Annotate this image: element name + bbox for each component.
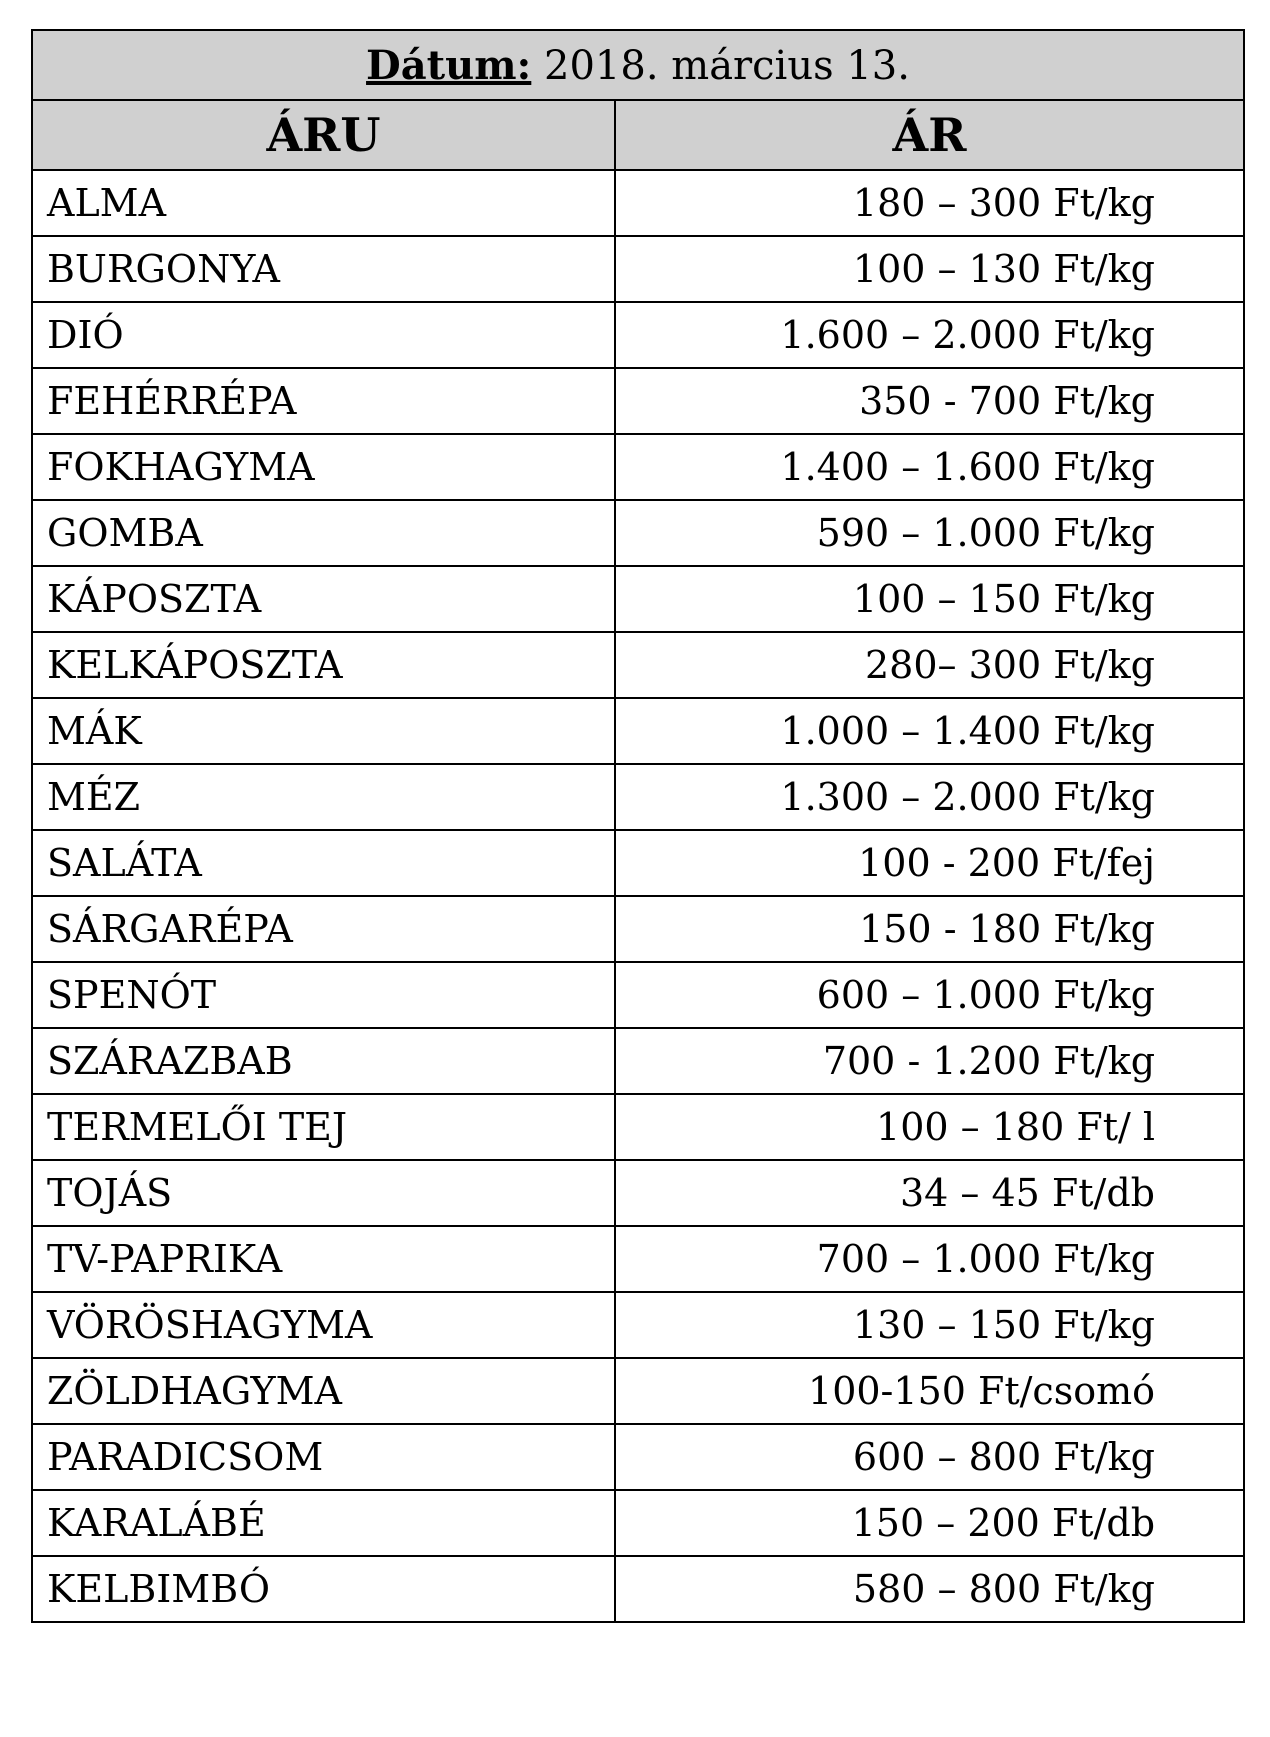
table-row — [32, 962, 1244, 1028]
table-row — [32, 236, 1244, 302]
date-cell — [32, 30, 1244, 100]
item-name-cell: KELKÁPOSZTA — [32, 632, 615, 698]
item-name-cell: TERMELŐI TEJ — [32, 1094, 615, 1160]
item-price-cell: 150 - 180 Ft/kg — [615, 896, 1244, 962]
item-price-cell: 100 – 180 Ft/ l — [615, 1094, 1244, 1160]
item-name-cell: VÖRÖSHAGYMA — [32, 1292, 615, 1358]
item-name-cell: GOMBA — [32, 500, 615, 566]
table-row — [32, 830, 1244, 896]
item-name-cell: KELBIMBÓ — [32, 1556, 615, 1622]
item-name-cell: TOJÁS — [32, 1160, 615, 1226]
item-price-cell: 600 – 800 Ft/kg — [615, 1424, 1244, 1490]
item-name-cell: PARADICSOM — [32, 1424, 615, 1490]
item-price-cell: 1.300 – 2.000 Ft/kg — [615, 764, 1244, 830]
item-name-cell: FOKHAGYMA — [32, 434, 615, 500]
price-table — [31, 29, 1245, 1623]
item-price-cell: 350 - 700 Ft/kg — [615, 368, 1244, 434]
item-price-cell: 100-150 Ft/csomó — [615, 1358, 1244, 1424]
item-name-cell: DIÓ — [32, 302, 615, 368]
item-price-cell: 280– 300 Ft/kg — [615, 632, 1244, 698]
item-name-cell: BURGONYA — [32, 236, 615, 302]
table-row — [32, 1028, 1244, 1094]
item-price-cell: 34 – 45 Ft/db — [615, 1160, 1244, 1226]
item-name-cell: SZÁRAZBAB — [32, 1028, 615, 1094]
date-value: 2018. március 13. — [544, 42, 910, 89]
table-row — [32, 1226, 1244, 1292]
item-name-cell: MÉZ — [32, 764, 615, 830]
item-name-cell: KARALÁBÉ — [32, 1490, 615, 1556]
item-name-cell: SPENÓT — [32, 962, 615, 1028]
item-price-cell: 1.000 – 1.400 Ft/kg — [615, 698, 1244, 764]
table-row — [32, 632, 1244, 698]
table-row — [32, 764, 1244, 830]
item-price-cell: 1.400 – 1.600 Ft/kg — [615, 434, 1244, 500]
item-price-cell: 130 – 150 Ft/kg — [615, 1292, 1244, 1358]
item-name-cell: SALÁTA — [32, 830, 615, 896]
item-price-cell: 180 – 300 Ft/kg — [615, 170, 1244, 236]
item-price-cell: 100 - 200 Ft/fej — [615, 830, 1244, 896]
table-row — [32, 1160, 1244, 1226]
table-row — [32, 896, 1244, 962]
table-row — [32, 566, 1244, 632]
item-price-cell: 590 – 1.000 Ft/kg — [615, 500, 1244, 566]
item-name-cell: SÁRGARÉPA — [32, 896, 615, 962]
item-name-cell: FEHÉRRÉPA — [32, 368, 615, 434]
table-row — [32, 170, 1244, 236]
table-body — [32, 170, 1244, 1622]
item-price-cell: 700 - 1.200 Ft/kg — [615, 1028, 1244, 1094]
table-row — [32, 434, 1244, 500]
item-price-cell: 150 – 200 Ft/db — [615, 1490, 1244, 1556]
item-name-cell: ZÖLDHAGYMA — [32, 1358, 615, 1424]
table-row — [32, 698, 1244, 764]
item-price-cell: 580 – 800 Ft/kg — [615, 1556, 1244, 1622]
date-row — [32, 30, 1244, 100]
item-price-cell: 100 – 150 Ft/kg — [615, 566, 1244, 632]
price-list-document — [31, 29, 1243, 1623]
table-row — [32, 1424, 1244, 1490]
item-price-cell: 100 – 130 Ft/kg — [615, 236, 1244, 302]
item-name-cell: MÁK — [32, 698, 615, 764]
table-row — [32, 1556, 1244, 1622]
item-price-cell: 700 – 1.000 Ft/kg — [615, 1226, 1244, 1292]
column-header-row — [32, 100, 1244, 170]
column-header-price: ÁR — [615, 100, 1244, 170]
item-price-cell: 1.600 – 2.000 Ft/kg — [615, 302, 1244, 368]
item-name-cell: TV-PAPRIKA — [32, 1226, 615, 1292]
item-price-cell: 600 – 1.000 Ft/kg — [615, 962, 1244, 1028]
table-row — [32, 500, 1244, 566]
item-name-cell: ALMA — [32, 170, 615, 236]
table-row — [32, 1094, 1244, 1160]
table-row — [32, 368, 1244, 434]
date-label: Dátum: — [366, 41, 532, 89]
table-row — [32, 1358, 1244, 1424]
table-row — [32, 1490, 1244, 1556]
table-row — [32, 302, 1244, 368]
item-name-cell: KÁPOSZTA — [32, 566, 615, 632]
column-header-item: ÁRU — [32, 100, 615, 170]
table-row — [32, 1292, 1244, 1358]
